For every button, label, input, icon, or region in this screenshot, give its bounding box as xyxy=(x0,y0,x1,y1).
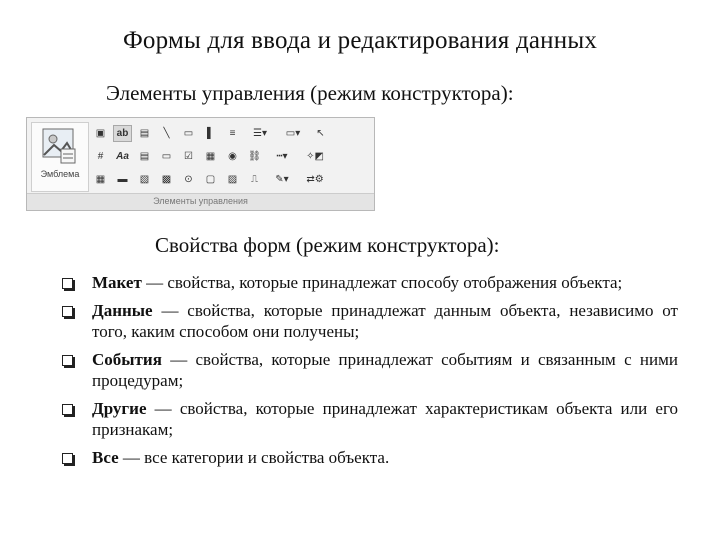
list-item-term: События xyxy=(92,350,162,369)
list-item xyxy=(62,398,678,440)
list-item xyxy=(62,300,678,342)
textbox-icon[interactable]: ▤ xyxy=(139,128,150,139)
list-icon[interactable]: ≡ xyxy=(229,128,236,139)
ribbon-group-label: Элементы управления xyxy=(27,193,374,210)
list-item-text: — все категории и свойства объекта. xyxy=(118,448,390,467)
attachment-icon[interactable]: ▨ xyxy=(227,174,238,185)
ribbon-row-3 xyxy=(91,168,373,191)
line-color-icon[interactable]: ✎▾ xyxy=(275,174,289,185)
subform-icon[interactable]: ▦ xyxy=(205,151,216,162)
list-item-term: Все xyxy=(92,448,119,467)
bullet-icon xyxy=(62,306,73,317)
checkbox-icon[interactable]: ☑ xyxy=(184,151,193,162)
list-item xyxy=(62,349,678,391)
page-title: Формы для ввода и редактирования данных xyxy=(122,27,598,54)
image-icon[interactable]: ◉ xyxy=(228,151,237,162)
list-item-term: Данные xyxy=(92,301,153,320)
logo-button[interactable] xyxy=(31,122,89,192)
page-number-icon[interactable]: # xyxy=(97,151,104,162)
wizard-icon[interactable]: ✧◩ xyxy=(306,151,324,162)
list-item-text: — свойства, которые принадлежат способу отображения объекта; xyxy=(141,273,623,292)
date-time-icon[interactable]: ▦ xyxy=(95,174,106,185)
bullet-icon xyxy=(62,453,73,464)
unbound-frame-icon[interactable]: ▧ xyxy=(139,174,150,185)
tab-control-icon[interactable]: ▭ xyxy=(183,128,194,139)
line-icon[interactable]: ╲ xyxy=(163,128,170,139)
controls-grid xyxy=(91,122,373,194)
list-item-term: Другие xyxy=(92,399,147,418)
list-item-text: — свойства, которые принадлежат характеристикам объекта или его признакам; xyxy=(92,399,678,439)
list-item-term: Макет xyxy=(92,273,142,292)
logo-button-label: Эмблема xyxy=(40,169,80,179)
rectangle-icon[interactable]: ▭ xyxy=(161,151,172,162)
properties-heading: Свойства форм (режим конструктора): xyxy=(155,233,500,257)
button-icon[interactable]: ▬ xyxy=(117,174,128,185)
toggle-icon[interactable]: ▢ xyxy=(205,174,216,185)
list-item-text: — свойства, которые принадлежат данным объекта, независимо от того, каким способом они получены; xyxy=(92,301,678,341)
label-ab-icon[interactable]: ab xyxy=(113,125,132,142)
activex-icon[interactable]: ⇄⚙ xyxy=(306,174,324,185)
bound-frame-icon[interactable]: ⎍ xyxy=(251,174,258,185)
border-icon[interactable]: ▭▾ xyxy=(285,128,301,139)
ribbon-row-2 xyxy=(91,145,373,168)
label-aa-icon[interactable]: Aa xyxy=(116,151,129,162)
properties-list xyxy=(62,272,678,475)
chart-icon[interactable]: ▌ xyxy=(206,128,215,139)
title-icon[interactable]: ▣ xyxy=(95,128,106,139)
list-item xyxy=(62,447,678,468)
logo-picture-icon xyxy=(41,127,77,165)
option-group-icon[interactable]: ▩ xyxy=(161,174,172,185)
radio-icon[interactable]: ⊙ xyxy=(184,174,193,185)
bullet-icon xyxy=(62,355,73,366)
controls-ribbon-group xyxy=(26,117,375,211)
bullet-icon xyxy=(62,278,73,289)
list-item-text: — свойства, которые принадлежат событиям и связанным с ними процедурам; xyxy=(92,350,678,390)
list-item xyxy=(62,272,678,293)
hyperlink-icon[interactable]: ⛓ xyxy=(248,151,261,162)
cursor-icon[interactable]: ↖ xyxy=(316,128,325,139)
controls-subtitle: Элементы управления (режим конструктора): xyxy=(106,81,514,105)
bullet-icon xyxy=(62,404,73,415)
line-type-icon[interactable]: ┅▾ xyxy=(276,151,288,162)
ribbon-row-1 xyxy=(91,122,373,145)
line-thickness-icon[interactable]: ☰▾ xyxy=(253,128,267,139)
combo-box-icon[interactable]: ▤ xyxy=(139,151,150,162)
